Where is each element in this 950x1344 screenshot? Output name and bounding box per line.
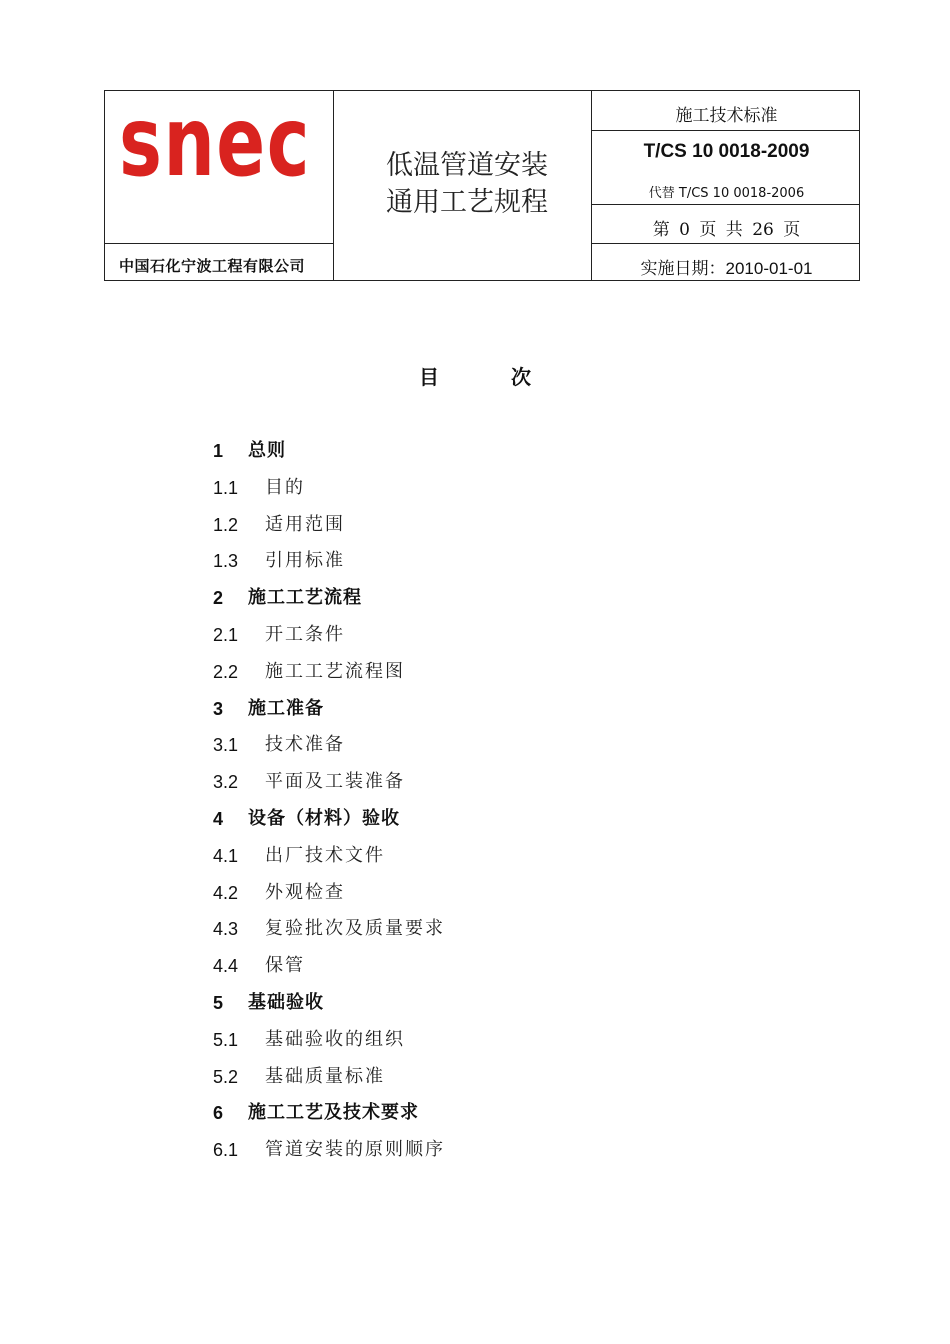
toc-label: 总则 xyxy=(248,440,286,461)
toc-number: 1.2 xyxy=(213,514,239,535)
header-divider xyxy=(591,204,859,205)
document-header-table xyxy=(104,86,860,281)
header-divider xyxy=(591,243,859,244)
toc-label: 施工工艺及技术要求 xyxy=(248,1102,419,1124)
toc-section[interactable] xyxy=(213,764,813,801)
toc-label: 施工准备 xyxy=(248,697,324,719)
toc-label: 开工条件 xyxy=(265,623,345,645)
toc-label: 引用标准 xyxy=(265,550,345,572)
toc-label: 施工工艺流程图 xyxy=(265,660,405,682)
toc-chapter[interactable] xyxy=(213,985,813,1022)
toc-chapter[interactable] xyxy=(213,580,813,617)
toc-number: 4 xyxy=(213,808,224,829)
standard-replaces: 代替 T/CS 10 0018-2006 xyxy=(648,186,805,201)
toc-section[interactable] xyxy=(213,948,813,985)
toc-section[interactable] xyxy=(213,727,813,764)
toc-number: 4.1 xyxy=(213,845,239,866)
toc-label: 管道安装的原则顺序 xyxy=(265,1139,445,1161)
toc-label: 施工工艺流程 xyxy=(248,587,362,609)
toc-section[interactable] xyxy=(213,838,813,875)
toc-section[interactable] xyxy=(213,507,813,544)
toc-chapter[interactable] xyxy=(213,1095,813,1132)
toc-label: 复验批次及质量要求 xyxy=(265,918,445,940)
toc-number: 2.2 xyxy=(213,661,239,682)
toc-label: 技术准备 xyxy=(265,734,345,756)
effective-date-label: 实施日期： xyxy=(640,259,726,279)
toc-number: 3 xyxy=(213,698,224,719)
toc-label: 基础质量标准 xyxy=(265,1065,385,1087)
toc-title: 目次 xyxy=(419,365,603,389)
page-count: 第 0 页 共 26 页 xyxy=(652,220,801,240)
toc-section[interactable] xyxy=(213,1059,813,1096)
standard-type: 施工技术标准 xyxy=(675,106,778,126)
toc-label: 设备（材料）验收 xyxy=(248,807,400,829)
toc-section[interactable] xyxy=(213,470,813,507)
company-name: 中国石化宁波工程有限公司 xyxy=(119,257,306,275)
toc-section[interactable] xyxy=(213,654,813,691)
toc-label: 出厂技术文件 xyxy=(265,844,385,866)
effective-date-value: 2010-01-01 xyxy=(725,259,813,278)
snec-logo xyxy=(119,86,319,198)
toc-label: 适用范围 xyxy=(265,513,345,535)
toc-number: 3.2 xyxy=(213,772,239,793)
toc-chapter[interactable] xyxy=(213,801,813,838)
standard-code: T/CS 10 0018-2009 xyxy=(643,141,810,162)
document-title-line: 低温管道安装 xyxy=(386,150,548,181)
toc-number: 5.1 xyxy=(213,1029,239,1050)
document-title xyxy=(375,147,559,221)
toc-number: 1.3 xyxy=(213,551,239,572)
toc-number: 5 xyxy=(213,992,224,1013)
toc-label: 平面及工装准备 xyxy=(265,771,405,793)
toc-number: 4.3 xyxy=(213,919,239,940)
toc-chapter[interactable] xyxy=(213,691,813,728)
toc-number: 3.1 xyxy=(213,735,239,756)
header-divider xyxy=(105,243,333,244)
toc-number: 1.1 xyxy=(213,477,239,498)
toc-number: 1 xyxy=(213,441,224,461)
table-of-contents xyxy=(213,433,813,1169)
toc-section[interactable] xyxy=(213,617,813,654)
toc-section[interactable] xyxy=(213,875,813,912)
toc-number: 4.2 xyxy=(213,882,239,903)
toc-label: 保管 xyxy=(265,955,305,977)
toc-section[interactable] xyxy=(213,1132,813,1169)
toc-number: 4.4 xyxy=(213,956,239,977)
toc-number: 5.2 xyxy=(213,1066,239,1087)
toc-label: 基础验收的组织 xyxy=(265,1028,405,1050)
logo-wordmark: snec xyxy=(119,86,311,198)
effective-date xyxy=(592,254,861,279)
header-divider xyxy=(591,130,859,131)
toc-section[interactable] xyxy=(213,911,813,948)
toc-number: 6.1 xyxy=(213,1140,239,1161)
document-title-line: 通用工艺规程 xyxy=(386,187,548,218)
toc-number: 6 xyxy=(213,1103,224,1124)
toc-label: 基础验收 xyxy=(248,991,324,1013)
toc-label: 外观检查 xyxy=(265,881,345,903)
toc-section[interactable] xyxy=(213,1022,813,1059)
header-divider xyxy=(333,91,334,280)
toc-chapter[interactable] xyxy=(213,433,813,470)
toc-label: 目的 xyxy=(265,476,305,498)
toc-number: 2.1 xyxy=(213,624,239,645)
toc-number: 2 xyxy=(213,588,224,609)
toc-section[interactable] xyxy=(213,543,813,580)
